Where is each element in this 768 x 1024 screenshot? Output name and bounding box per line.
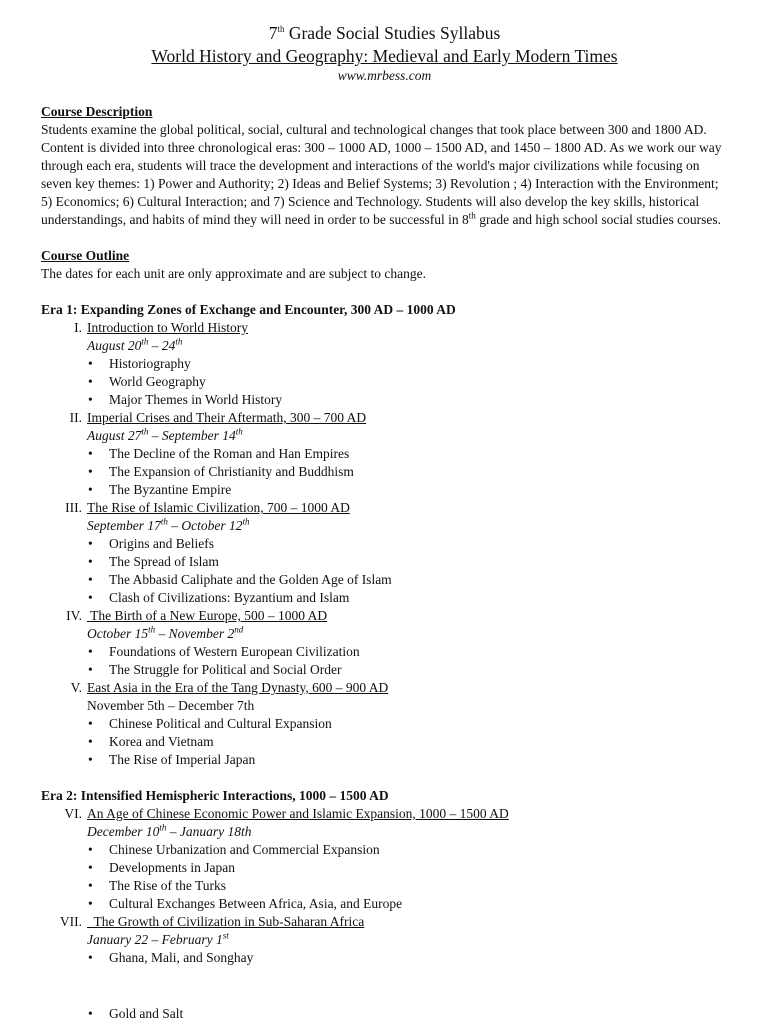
list-item: • Origins and Beliefs xyxy=(41,535,728,553)
unit-numeral: II. xyxy=(69,410,82,425)
unit-numeral: VII. xyxy=(59,914,82,929)
list-item: • Cultural Exchanges Between Africa, Asia, and Europe xyxy=(41,895,728,913)
unit-numeral: I. xyxy=(74,320,82,335)
list-item: • The Abbasid Caliphate and the Golden Age of Islam xyxy=(41,571,728,589)
unit-title: An Age of Chinese Economic Power and Islamic Expansion, 1000 – 1500 AD xyxy=(87,806,509,821)
unit xyxy=(41,805,728,913)
website-url[interactable]: www.mrbess.com xyxy=(337,68,432,83)
unit-title: The Growth of Civilization in Sub-Saharan Africa xyxy=(87,914,365,929)
unit-dates: August 20th – 24th xyxy=(87,336,183,353)
unit-numeral: III. xyxy=(65,500,82,515)
page-title: 7th Grade Social Studies Syllabus xyxy=(268,23,501,43)
course-outline-note: The dates for each unit are only approximate and are subject to change. xyxy=(41,266,426,281)
unit-title: Introduction to World History xyxy=(87,320,249,335)
list-item: • The Decline of the Roman and Han Empires xyxy=(41,445,728,463)
list-item: • Developments in Japan xyxy=(41,859,728,877)
unit-numeral: VI. xyxy=(64,806,82,821)
unit-title: The Rise of Islamic Civilization, 700 – 1000 AD xyxy=(87,500,350,515)
list-item: • The Byzantine Empire xyxy=(41,481,728,499)
list-item: • The Expansion of Christianity and Buddhism xyxy=(41,463,728,481)
course-description-text: Students examine the global political, social, cultural and technological changes that took place between 300 and 1800 AD. Content is divided into three chronological eras: 300 – 1000 AD, 1000 – 1500 AD, and 1450 – 1800 AD. As we work our way through each era, students will trace the development and interactions of the world's major civilizations while focusing on seven key themes: 1) Power and Authority; 2) Ideas and Belief Systems; 3) Revolution ; 4) Interaction with the Environment; 5) Economics; 6) Cultural Interaction; and 7) Science and Technology. Students will also develop the key skills, historical understandings, and habits of mind they will need in order to be successful in 8th grade and high school social studies courses. xyxy=(41,122,722,227)
unit xyxy=(41,607,728,679)
list-item: • Historiography xyxy=(41,355,728,373)
unit-title: East Asia in the Era of the Tang Dynasty, 600 – 900 AD xyxy=(87,680,389,695)
list-item: • Clash of Civilizations: Byzantium and Islam xyxy=(41,589,728,607)
list-item: • The Struggle for Political and Social Order xyxy=(41,661,728,679)
unit xyxy=(41,679,728,769)
list-item: • Chinese Political and Cultural Expansion xyxy=(41,715,728,733)
unit xyxy=(41,409,728,499)
header xyxy=(41,22,728,85)
unit-numeral: IV. xyxy=(66,608,82,623)
unit-dates: August 27th – September 14th xyxy=(87,426,243,443)
unit-dates: September 17th – October 12th xyxy=(87,516,250,533)
unit-title: Imperial Crises and Their Aftermath, 300 – 700 AD xyxy=(87,410,367,425)
unit-dates: December 10th – January 18th xyxy=(87,822,252,839)
course-description-heading: Course Description xyxy=(41,104,153,119)
course-outline-heading: Course Outline xyxy=(41,248,130,263)
unit xyxy=(41,499,728,607)
list-item: • The Spread of Islam xyxy=(41,553,728,571)
list-item: • Foundations of Western European Civilization xyxy=(41,643,728,661)
unit-dates: November 5th – December 7th xyxy=(87,698,255,713)
unit-dates: October 15th – November 2nd xyxy=(87,624,244,641)
unit-title: The Birth of a New Europe, 500 – 1000 AD xyxy=(87,608,328,623)
list-item: • Korea and Vietnam xyxy=(41,733,728,751)
era-heading: Era 2: Intensified Hemispheric Interactions, 1000 – 1500 AD xyxy=(41,788,389,803)
unit xyxy=(41,319,728,409)
page-subtitle: World History and Geography: Medieval and Early Modern Times xyxy=(151,46,618,66)
list-item: • Chinese Urbanization and Commercial Expansion xyxy=(41,841,728,859)
list-item: • Ghana, Mali, and Songhay xyxy=(41,949,728,967)
list-item: • The Rise of the Turks xyxy=(41,877,728,895)
unit-dates: January 22 – February 1st xyxy=(87,930,229,947)
unit-numeral: V. xyxy=(70,680,82,695)
era-heading: Era 1: Expanding Zones of Exchange and Encounter, 300 AD – 1000 AD xyxy=(41,302,456,317)
list-item: • Gold and Salt xyxy=(41,1005,728,1023)
list-item: • The Rise of Imperial Japan xyxy=(41,751,728,769)
list-item: • Major Themes in World History xyxy=(41,391,728,409)
list-item: • World Geography xyxy=(41,373,728,391)
unit xyxy=(41,913,728,1023)
